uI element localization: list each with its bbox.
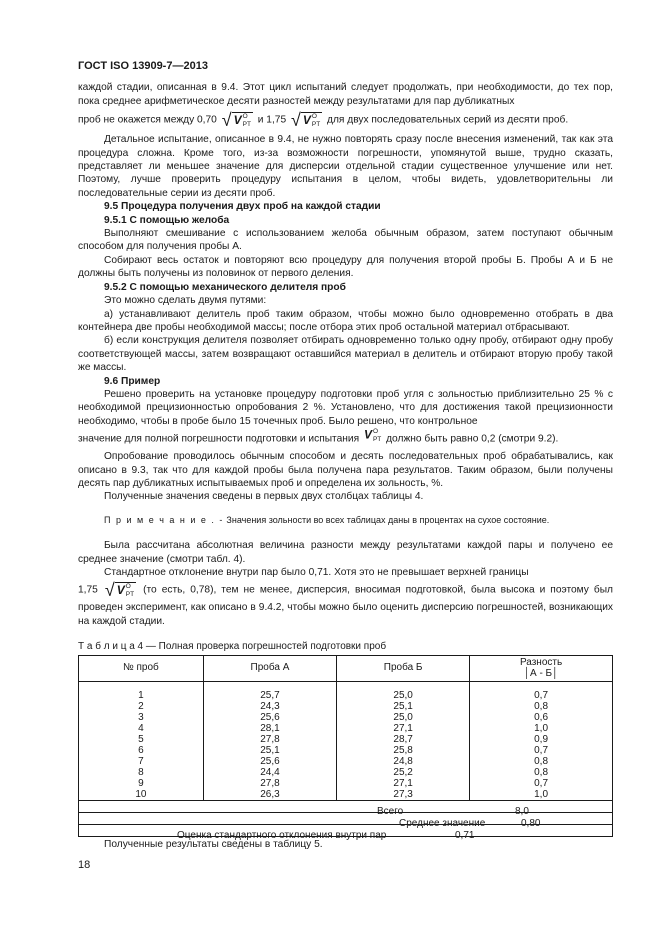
cell-difference: 0,8 [470, 767, 613, 778]
cell-sample-a: 25,1 [203, 745, 336, 756]
cell-sample-a: 27,8 [203, 778, 336, 789]
total-value: 8,0 [515, 806, 529, 818]
note-text: Значения зольности во всех таблицах даны в процентах на сухое состояние. [226, 514, 550, 525]
cell-difference: 0,8 [470, 756, 613, 767]
sqrt-v-pt-symbol: √ VO PT [104, 580, 135, 601]
cell-number: 5 [79, 734, 204, 745]
table-row [79, 756, 613, 767]
cell-sample-a: 27,8 [203, 734, 336, 745]
cell-sample-b: 25,1 [337, 701, 470, 712]
paragraph-8: Решено проверить на установке процедуру подготовки проб угля с зольностью приблизительно 25 % с необходимой прецизионностью опробования 2 %. Установлено, что для достижения такой прецизионности необходимо, чтобы в пробе было 15 точечных проб. Было решено, что контрольное [78, 388, 613, 427]
heading-9-5-2: 9.5.2 С помощью механического делителя проб [104, 281, 346, 293]
paragraph-4: Собирают весь остаток и повторяют всю процедуру для получения второй пробы Б. Пробы А и Б не должны быть получены из половинок от первого деления. [78, 254, 613, 280]
cell-number: 4 [79, 723, 204, 734]
cell-sample-a: 24,4 [203, 767, 336, 778]
paragraph-7: б) если конструкция делителя позволяет отбирать одновременно только одну пробу, отбирают одну пробу соответствующей массы, затем возвращают оставшийся материал в делитель и отбирают вторую пробу такой же массы. [78, 335, 613, 374]
cell-number: 3 [79, 712, 204, 723]
cell-number: 1 [79, 681, 204, 701]
cell-sample-b: 25,2 [337, 767, 470, 778]
table-row [79, 745, 613, 756]
paragraph-1: каждой стадии, описанная в 9.4. Этот цикл испытаний следует продолжать, при необходимости, до тех пор, пока среднее арифметическое десяти разностей между результатами для пар дубликатных [78, 82, 613, 107]
cell-sample-b: 27,3 [337, 789, 470, 801]
sqrt-v-pt-symbol: √ VO PT [221, 110, 251, 131]
note [78, 514, 613, 527]
cell-number: 10 [79, 789, 204, 801]
col-header-number: № проб [79, 655, 204, 681]
col-header-sample-a: Проба А [203, 655, 336, 681]
cell-difference: 0,7 [470, 681, 613, 701]
cell-difference: 0,9 [470, 734, 613, 745]
cell-sample-a: 25,6 [203, 712, 336, 723]
document-page [78, 60, 613, 851]
cell-number: 9 [79, 778, 204, 789]
cell-sample-b: 24,8 [337, 756, 470, 767]
table-row [79, 767, 613, 778]
cell-sample-a: 25,6 [203, 756, 336, 767]
paragraph-12: Стандартное отклонение внутри пар было 0,71. Хотя это не превышает верхней границы [104, 567, 529, 578]
table-row [79, 723, 613, 734]
cell-sample-b: 25,0 [337, 712, 470, 723]
table-row [79, 681, 613, 701]
total-row [79, 800, 613, 812]
cell-sample-a: 26,3 [203, 789, 336, 801]
heading-9-6: 9.6 Пример [104, 375, 161, 387]
cell-sample-b: 25,0 [337, 681, 470, 701]
cell-number: 2 [79, 701, 204, 712]
sd-label: Оценка стандартного отклонения внутри пар [177, 830, 387, 842]
table-row [79, 789, 613, 801]
cell-sample-a: 24,3 [203, 701, 336, 712]
table-caption: Т а б л и ц а 4 — Полная проверка погрешностей подготовки проб [78, 641, 387, 653]
paragraph-3: Выполняют смешивание с использованием желоба обычным образом, затем поступают обычным способом для получения пробы А. [78, 228, 613, 253]
table-row [79, 778, 613, 789]
cell-sample-b: 25,8 [337, 745, 470, 756]
paragraph-12-formula-line: 1,75 √ VO PT (то есть, 0,78), тем не менее, дисперсия, вносимая подготовкой, была высока и поэтому был проведен эксперимент, как описано в 9.4.2, чтобы можно было оценить дисперсию погрешностей, возникающих на каждой стадии. [78, 580, 613, 627]
table-header-row [79, 655, 613, 681]
cell-number: 8 [79, 767, 204, 778]
sd-value: 0,71 [455, 830, 475, 842]
paragraph-10: Полученные значения сведены в первых двух столбцах таблицы 4. [104, 491, 424, 503]
col-header-sample-b: Проба Б [337, 655, 470, 681]
paragraph-6: а) устанавливают делитель проб таким образом, чтобы можно было одновременно отобрать в два контейнера две пробы необходимой массы; после отбора этих проб остальной материал отбрасывают. [78, 308, 613, 333]
heading-9-5: 9.5 Процедура получения двух проб на каждой стадии [104, 201, 381, 213]
cell-difference: 0,6 [470, 712, 613, 723]
cell-difference: 0,7 [470, 745, 613, 756]
sd-row [79, 824, 613, 836]
mean-value: 0,80 [521, 818, 541, 830]
table-row [79, 712, 613, 723]
cell-sample-b: 28,7 [337, 734, 470, 745]
heading-9-5-1: 9.5.1 С помощью желоба [104, 214, 230, 226]
paragraph-13: Полученные результаты сведены в таблицу 5. [104, 838, 323, 850]
table-row [79, 701, 613, 712]
table-row [79, 734, 613, 745]
paragraph-11: Была рассчитана абсолютная величина разности между результатами каждой пары и получено ее среднее значение (смотри табл. 4). [78, 540, 613, 565]
mean-label: Среднее значение [399, 818, 486, 830]
cell-sample-b: 27,1 [337, 778, 470, 789]
cell-difference: 0,7 [470, 778, 613, 789]
table-4 [78, 655, 613, 842]
cell-difference: 1,0 [470, 723, 613, 734]
cell-sample-a: 25,7 [203, 681, 336, 701]
paragraph-1-formula-line: проб не окажется между 0,70 √ VO PT и 1,75 √ VO PT для двух последовательных серий из десяти проб. [78, 110, 569, 131]
table-body [79, 681, 613, 800]
mean-row [79, 812, 613, 824]
total-label: Всего [377, 806, 404, 818]
v-pt-symbol: VO PT [363, 427, 382, 444]
paragraph-2: Детальное испытание, описанное в 9.4, не нужно повторять сразу после внесения изменений, так как эта процедура сложна. Кроме того, из-за возможности погрешности, упомянутой выше, трудно сказать, представляет ли меньшее значение для дисперсии отдельной стадии существенное улучшение или нет. Поэтому, лучше проверить процедуру испытания в целом, чтобы видеть, удовлетворительны ли последовательные серии из десяти проб. [78, 134, 613, 199]
paragraph-9: Опробование проводилось обычным способом и десять последовательных проб обрабатывались, как описано в 9.3, так что для каждой пробы была получена пара результатов. Таким образом, были получены десять пар дубликатных испытываемых проб и определена их зольность, %. [78, 451, 613, 489]
cell-number: 6 [79, 745, 204, 756]
cell-sample-b: 27,1 [337, 723, 470, 734]
note-label: П р и м е ч а н и е . - [104, 514, 224, 525]
page-number: 18 [78, 859, 91, 871]
document-header: ГОСТ ISO 13909-7—2013 [78, 60, 208, 72]
col-header-difference: Разность │А - Б│ [470, 655, 613, 681]
sqrt-v-pt-symbol: √ VO PT [290, 110, 321, 131]
paragraph-5: Это можно сделать двумя путями: [104, 295, 267, 307]
cell-number: 7 [79, 756, 204, 767]
cell-difference: 1,0 [470, 789, 613, 801]
cell-sample-a: 28,1 [203, 723, 336, 734]
cell-difference: 0,8 [470, 701, 613, 712]
paragraph-8-formula-line: значение для полной погрешности подготовки и испытания VO PT должно быть равно 0,2 (смотри 9.2). [78, 428, 613, 450]
